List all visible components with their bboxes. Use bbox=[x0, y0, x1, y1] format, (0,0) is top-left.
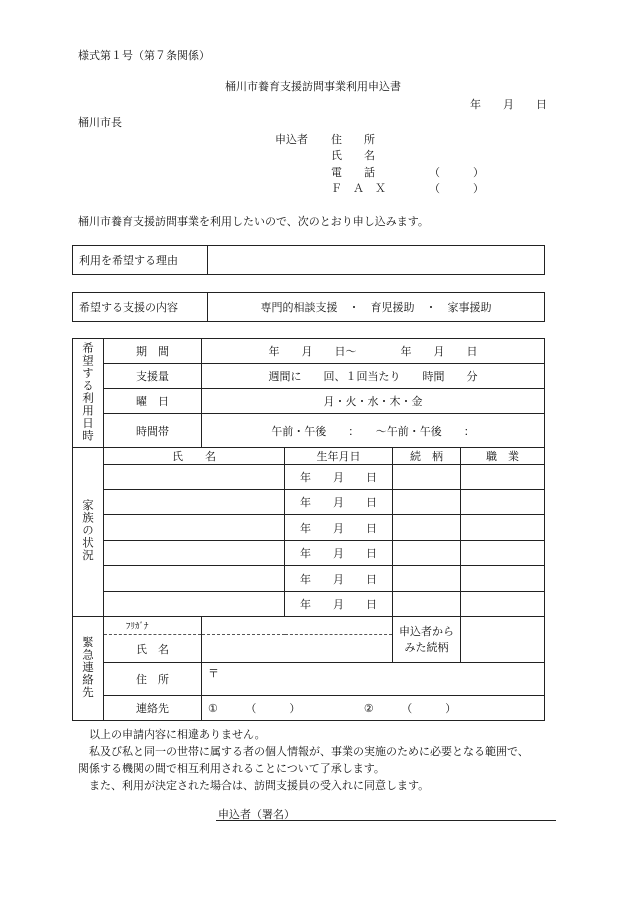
emergency-relation-label: 申込者から みた続柄 bbox=[393, 617, 461, 663]
schedule-section bbox=[73, 339, 104, 448]
schedule-amount-value[interactable]: 週間に 回、１回当たり 時間 分 bbox=[202, 364, 545, 389]
schedule-period-value[interactable]: 年 月 日～ 年 月 日 bbox=[202, 339, 545, 364]
family-header-name: 氏 名 bbox=[104, 448, 285, 465]
family-header-birth: 生年月日 bbox=[285, 448, 393, 465]
family-job-cell[interactable] bbox=[461, 515, 545, 541]
family-birth-cell[interactable]: 年 月 日 bbox=[285, 490, 393, 515]
form-title: 桶川市養育支援訪問事業利用申込書 bbox=[225, 80, 401, 93]
applicant-label: 申込者 bbox=[275, 133, 308, 146]
applicant-address-label: 住 所 bbox=[331, 133, 375, 146]
family-name-cell[interactable] bbox=[104, 515, 285, 541]
footer-line-3: 関係する機関の間で相互利用されることについて了承します。 bbox=[78, 762, 385, 775]
family-job-cell[interactable] bbox=[461, 490, 545, 515]
family-relation-cell[interactable] bbox=[393, 490, 461, 515]
family-relation-cell[interactable] bbox=[393, 566, 461, 592]
schedule-label: 希望する利用日時 bbox=[81, 341, 95, 442]
emergency-contact-input[interactable] bbox=[202, 696, 545, 721]
contact-2[interactable]: ② （ ） bbox=[363, 702, 457, 715]
addressee: 桶川市長 bbox=[78, 116, 122, 129]
emergency-name-label: 氏 名 bbox=[104, 635, 202, 663]
support-options[interactable]: 専門的相談支援 ・ 育児援助 ・ 家事援助 bbox=[208, 293, 545, 322]
main-table bbox=[72, 338, 545, 721]
family-job-cell[interactable] bbox=[461, 541, 545, 566]
family-row bbox=[73, 490, 545, 515]
family-birth-cell[interactable]: 年 月 日 bbox=[285, 592, 393, 617]
schedule-period-label: 期 間 bbox=[104, 339, 202, 364]
emergency-name-input[interactable] bbox=[202, 635, 393, 663]
family-relation-cell[interactable] bbox=[393, 592, 461, 617]
footer-line-2: 私及び私と同一の世帯に属する者の個人情報が、事業の実施のために必要となる範囲で、 bbox=[89, 745, 529, 758]
emergency-section bbox=[73, 617, 104, 721]
applicant-phone-paren[interactable]: （ ） bbox=[429, 166, 484, 179]
family-name-cell[interactable] bbox=[104, 490, 285, 515]
reason-table bbox=[72, 245, 545, 275]
footer-line-1: 以上の申請内容に相違ありません。 bbox=[89, 728, 266, 741]
schedule-time-value[interactable]: 午前・午後 ： ～午前・午後 ： bbox=[202, 414, 545, 448]
family-name-cell[interactable] bbox=[104, 566, 285, 592]
signature-line[interactable] bbox=[216, 820, 556, 821]
family-header-relation: 続 柄 bbox=[393, 448, 461, 465]
family-job-cell[interactable] bbox=[461, 566, 545, 592]
family-relation-cell[interactable] bbox=[393, 515, 461, 541]
family-relation-cell[interactable] bbox=[393, 541, 461, 566]
postal-mark: 〒 bbox=[208, 667, 219, 680]
schedule-amount-label: 支援量 bbox=[104, 364, 202, 389]
emergency-address-label: 住 所 bbox=[104, 663, 202, 696]
applicant-fax-paren[interactable]: （ ） bbox=[429, 182, 484, 195]
family-section bbox=[73, 448, 104, 617]
schedule-days-label: 曜 日 bbox=[104, 389, 202, 414]
family-name-cell[interactable] bbox=[104, 592, 285, 617]
family-birth-cell[interactable]: 年 月 日 bbox=[285, 541, 393, 566]
family-row bbox=[73, 465, 545, 490]
family-row bbox=[73, 566, 545, 592]
family-relation-cell[interactable] bbox=[393, 465, 461, 490]
family-name-cell[interactable] bbox=[104, 465, 285, 490]
date-field[interactable]: 年 月 日 bbox=[470, 98, 547, 111]
emergency-furigana-label: ﾌﾘｶﾞﾅ bbox=[104, 617, 202, 635]
family-header-job: 職 業 bbox=[461, 448, 545, 465]
contact-1[interactable]: ① （ ） bbox=[208, 702, 301, 715]
applicant-fax-label: Ｆ Ａ Ｘ bbox=[331, 182, 386, 195]
family-row bbox=[73, 515, 545, 541]
family-name-cell[interactable] bbox=[104, 541, 285, 566]
emergency-relation-input[interactable] bbox=[461, 617, 545, 663]
family-birth-cell[interactable]: 年 月 日 bbox=[285, 566, 393, 592]
family-job-cell[interactable] bbox=[461, 592, 545, 617]
reason-input[interactable] bbox=[208, 246, 545, 275]
emergency-contact-label: 連絡先 bbox=[104, 696, 202, 721]
footer-line-4: また、利用が決定された場合は、訪問支援員の受入れに同意します。 bbox=[89, 779, 430, 792]
schedule-days-value[interactable]: 月・火・水・木・金 bbox=[202, 389, 545, 414]
family-row bbox=[73, 592, 545, 617]
emergency-label: 緊急連絡先 bbox=[81, 635, 95, 699]
emergency-furigana-input[interactable] bbox=[202, 617, 393, 635]
signature-label: 申込者（署名） bbox=[218, 808, 295, 821]
family-job-cell[interactable] bbox=[461, 465, 545, 490]
emergency-address-input[interactable] bbox=[202, 663, 545, 696]
reason-label: 利用を希望する理由 bbox=[73, 246, 208, 275]
support-table bbox=[72, 292, 545, 322]
applicant-name-label: 氏 名 bbox=[331, 149, 375, 162]
family-row bbox=[73, 541, 545, 566]
family-birth-cell[interactable]: 年 月 日 bbox=[285, 515, 393, 541]
support-label: 希望する支援の内容 bbox=[73, 293, 208, 322]
applicant-phone-label: 電 話 bbox=[331, 166, 375, 179]
family-label: 家族の状況 bbox=[81, 499, 95, 562]
schedule-time-label: 時間帯 bbox=[104, 414, 202, 448]
intro-text: 桶川市養育支援訪問事業を利用したいので、次のとおり申し込みます。 bbox=[78, 215, 429, 228]
family-birth-cell[interactable]: 年 月 日 bbox=[285, 465, 393, 490]
form-number: 様式第１号（第７条関係） bbox=[78, 49, 210, 62]
